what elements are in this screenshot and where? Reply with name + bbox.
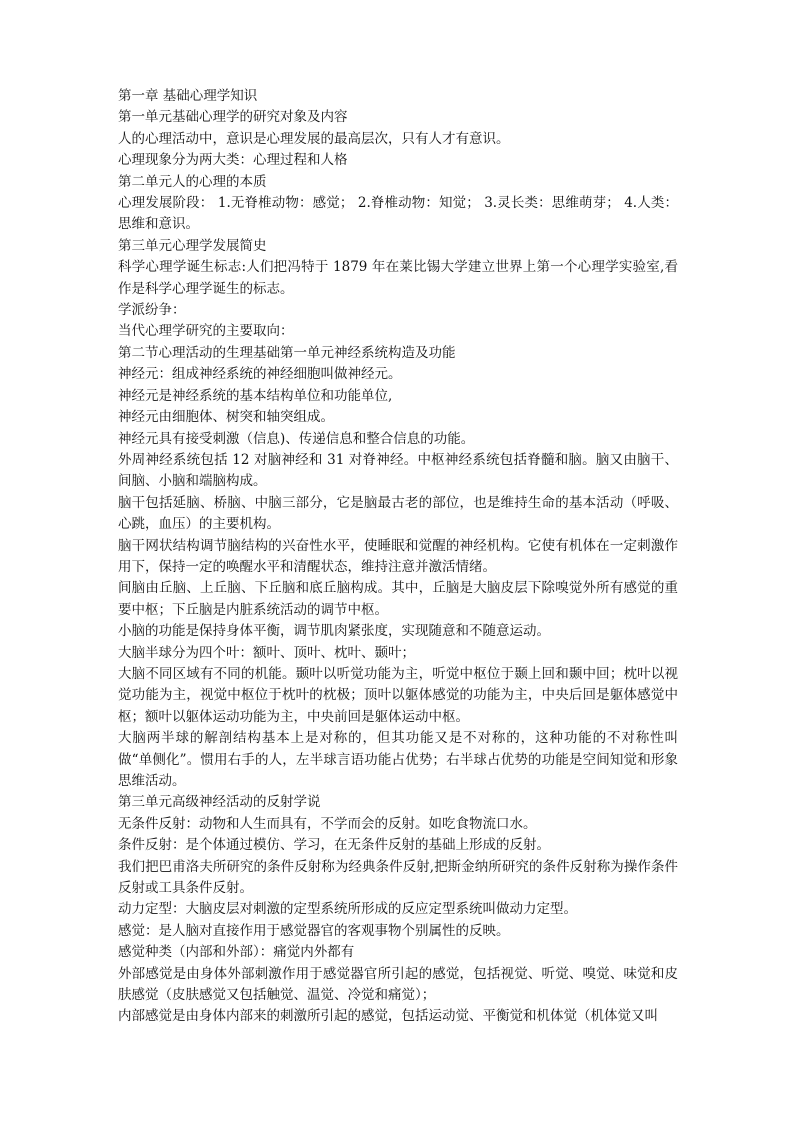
paragraph: 脑干包括延脑、桥脑、中脑三部分，它是脑最古老的部位，也是维持生命的基本活动（呼吸、心跳，血压）的主要机构。 bbox=[118, 494, 678, 533]
section-heading: 第三单元高级神经活动的反射学说 bbox=[118, 794, 321, 811]
paragraph: 神经元：组成神经系统的神经细胞叫做神经元。 bbox=[118, 366, 402, 383]
paragraph: 大脑不同区域有不同的机能。颞叶以听觉功能为主，听觉中枢位于颞上回和颞中回；枕叶以视觉功能为主，视觉中枢位于枕叶的枕极；顶叶以躯体感觉的功能为主，中央后回是躯体感觉中枢；额叶以躯体运动功能为主，中央前回是躯体运动中枢。 bbox=[118, 665, 678, 725]
document-page bbox=[118, 86, 678, 1028]
paragraph: 动力定型：大脑皮层对刺激的定型系统所形成的反应定型系统叫做动力定型。 bbox=[118, 901, 577, 918]
paragraph: 心理现象分为两大类：心理过程和人格 bbox=[118, 152, 348, 169]
paragraph: 神经元是神经系统的基本结构单位和功能单位, bbox=[118, 387, 393, 404]
paragraph: 人的心理活动中，意识是心理发展的最高层次，只有人才有意识。 bbox=[118, 130, 510, 147]
section-heading: 第二单元人的心理的本质 bbox=[118, 173, 267, 190]
paragraph: 脑干网状结构调节脑结构的兴奋性水平，使睡眠和觉醒的神经机构。它使有机体在一定刺激作用下，保持一定的唤醒水平和清醒状态，维持注意并激活情绪。 bbox=[118, 537, 678, 575]
paragraph: 内部感觉是由身体内部来的刺激所引起的感觉，包括运动觉、平衡觉和机体觉（机体觉又叫 bbox=[118, 1008, 658, 1025]
chapter-title: 第一章 基础心理学知识 bbox=[118, 88, 258, 104]
paragraph: 神经元具有接受刺激（信息)、传递信息和整合信息的功能。 bbox=[118, 430, 475, 447]
paragraph: 间脑由丘脑、上丘脑、下丘脑和底丘脑构成。其中，丘脑是大脑皮层下除嗅觉外所有感觉的重要中枢；下丘脑是内脏系统活动的调节中枢。 bbox=[118, 580, 678, 618]
section-heading: 第二节心理活动的生理基础第一单元神经系统构造及功能 bbox=[118, 344, 456, 361]
section-heading: 第一单元基础心理学的研究对象及内容 bbox=[118, 109, 348, 126]
section-heading: 第三单元心理学发展简史 bbox=[118, 237, 267, 254]
paragraph: 无条件反射：动物和人生而具有，不学而会的反射。如吃食物流口水。 bbox=[118, 815, 537, 832]
paragraph: 当代心理学研究的主要取向： bbox=[118, 323, 294, 340]
paragraph: 感觉：是人脑对直接作用于感觉器官的客观事物个别属性的反映。 bbox=[118, 922, 510, 939]
paragraph: 我们把巴甫洛夫所研究的条件反射称为经典条件反射,把斯金纳所研究的条件反射称为操作条件反射或工具条件反射。 bbox=[118, 858, 678, 897]
paragraph: 心理发展阶段： 1.无脊椎动物：感觉； 2.脊椎动物：知觉； 3.灵长类：思维萌芽； 4.人类：思维和意识。 bbox=[118, 195, 678, 233]
paragraph: 感觉种类（内部和外部）：痛觉内外都有 bbox=[118, 944, 355, 961]
paragraph: 条件反射：是个体通过模仿、学习，在无条件反射的基础上形成的反射。 bbox=[118, 837, 550, 854]
paragraph: 神经元由细胞体、树突和轴突组成。 bbox=[118, 409, 334, 426]
paragraph: 科学心理学诞生标志:人们把冯特于 1879 年在莱比锡大学建立世界上第一个心理学实验室,看作是科学心理学诞生的标志。 bbox=[118, 259, 678, 297]
paragraph: 外部感觉是由身体外部刺激作用于感觉器官所引起的感觉，包括视觉、听觉、嗅觉、味觉和皮肤感觉（皮肤感觉又包括触觉、温觉、冷觉和痛觉）； bbox=[118, 965, 678, 1004]
paragraph: 学派纷争： bbox=[118, 302, 186, 319]
paragraph: 大脑半球分为四个叶：额叶、顶叶、枕叶、颞叶； bbox=[118, 644, 415, 661]
paragraph: 外周神经系统包括 12 对脑神经和 31 对脊神经。中枢神经系统包括脊髓和脑。脑又由脑干、间脑、小脑和端脑构成。 bbox=[118, 451, 678, 490]
paragraph: 小脑的功能是保持身体平衡，调节肌肉紧张度，实现随意和不随意运动。 bbox=[118, 623, 550, 640]
paragraph: 大脑两半球的解剖结构基本上是对称的，但其功能又是不对称的，这种功能的不对称性叫做“单侧化”。惯用右手的人，左半球言语功能占优势；右半球占优势的功能是空间知觉和形象思维活动。 bbox=[118, 730, 678, 789]
